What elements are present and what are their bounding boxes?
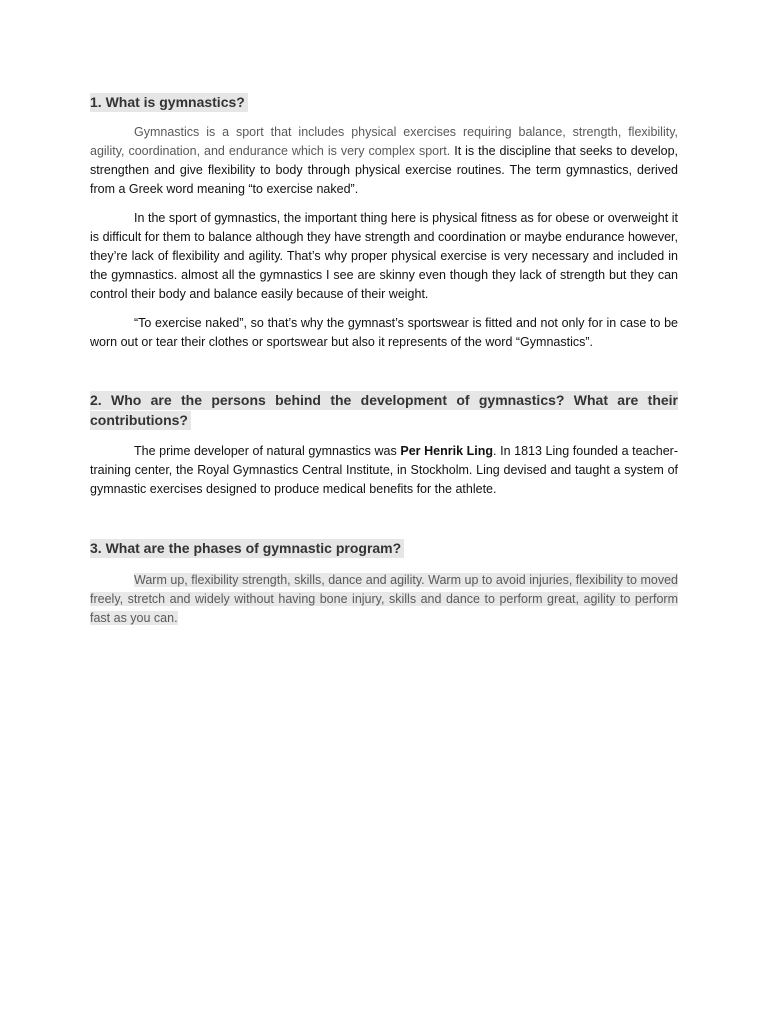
section-1-paragraph-2: In the sport of gymnastics, the important thing here is physical fitness as for obese or overweight it is difficult for them to balance although they have strength and coordination or maybe endurance however, they’re lack of flexibility and agility. That’s why proper physical exercise is very necessary and included in the gymnastics. almost all the gymnastics I see are skinny even though they lack of strength but they can control their body and balance easily because of their weight. (90, 211, 678, 301)
section-2-person-name: Per Henrik Ling (400, 444, 494, 458)
section-1-heading-text: 1. What is gymnastics? (90, 93, 248, 112)
section-2-paragraph-before: The prime developer of natural gymnastics was (134, 444, 401, 458)
section-3-heading-text: 3. What are the phases of gymnastic program? (90, 539, 404, 558)
section-2-paragraph-after: . In 1813 Ling founded a teacher-training center, the Royal Gymnastics Central Institute, in Stockholm. Ling devised and taught a system of gymnastic exercises designed to produce medical benefits for the athlete. (90, 444, 678, 496)
section-1-paragraph-3: “To exercise naked”, so that’s why the gymnast’s sportswear is fitted and not only for in case to be worn out or tear their clothes or sportswear but also it represents of the word “Gymnastics”. (90, 316, 678, 349)
section-2-paragraph (90, 442, 678, 499)
section-3-heading (90, 538, 678, 558)
section-3-paragraph (90, 571, 678, 628)
section-1-paragraph-1-dark-text: It is the discipline that seeks to develop, strengthen and give flexibility to body through physical exercise routines. The term gymnastics, derived from a Greek word meaning “to exercise naked”. (90, 144, 679, 196)
section-1-paragraph-1 (90, 123, 678, 199)
section-2-heading-text: 2. Who are the persons behind the development of gymnastics? What are their contributions? (90, 392, 678, 428)
section-1-heading (90, 92, 678, 112)
section-3-paragraph-text: Warm up, flexibility strength, skills, dance and agility. Warm up to avoid injuries, flexibility to moved freely, stretch and widely without having bone injury, skills and dance to perform great, agility to perform fast as you can. (90, 573, 678, 625)
section-1-paragraph-1-grey-text: Gymnastics is a sport that includes physical exercises requiring balance, strength, flexibility, agility, coordination, and endurance which is very complex sport. (90, 125, 678, 158)
section-2-heading (90, 390, 678, 430)
